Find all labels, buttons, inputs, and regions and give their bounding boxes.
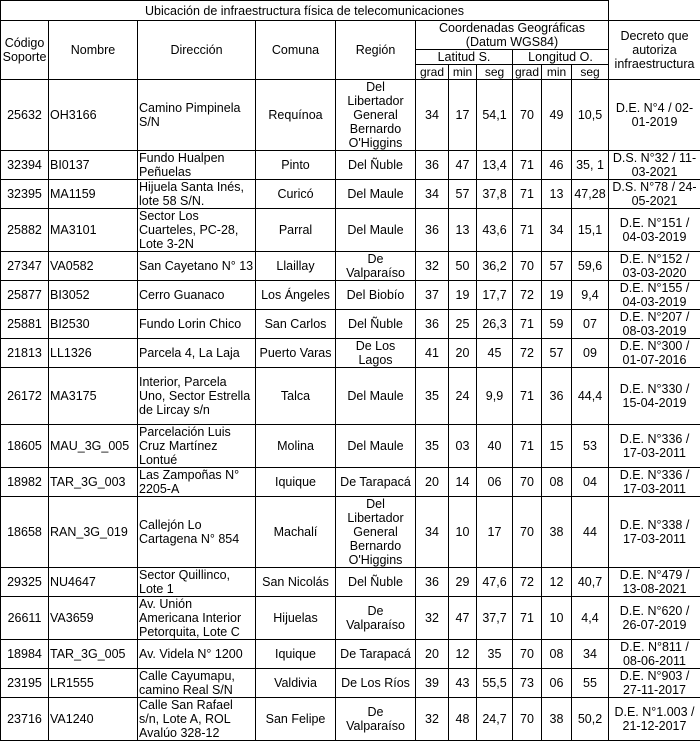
cell-lat-seg: 17 [477, 497, 513, 568]
cell-lat-grad: 32 [416, 252, 449, 281]
cell-comuna: Parral [256, 209, 336, 252]
cell-nombre: MA3175 [49, 368, 138, 425]
cell-direccion: San Cayetano N° 13 [138, 252, 256, 281]
cell-comuna: San Nicolás [256, 568, 336, 597]
table-title: Ubicación de infraestructura física de telecomunicaciones [1, 1, 609, 21]
cell-decreto: D.S. N°32 / 11-03-2021 [609, 151, 700, 180]
cell-lon-seg: 44,4 [572, 368, 609, 425]
cell-lat-min: 25 [449, 310, 477, 339]
cell-region: De Tarapacá [336, 640, 416, 669]
cell-lon-min: 15 [542, 425, 572, 468]
cell-decreto: D.E. N°336 / 17-03-2011 [609, 468, 700, 497]
table-row [1, 339, 700, 368]
header-lat-seg: seg [477, 65, 513, 80]
cell-lat-seg: 26,3 [477, 310, 513, 339]
cell-direccion: Callejón Lo Cartagena N° 854 [138, 497, 256, 568]
cell-comuna: Molina [256, 425, 336, 468]
table-header [1, 1, 700, 80]
table-row [1, 568, 700, 597]
cell-direccion: Parcela 4, La Laja [138, 339, 256, 368]
cell-direccion: Calle Cayumapu, camino Real S/N [138, 669, 256, 698]
cell-lat-seg: 9,9 [477, 368, 513, 425]
table-row [1, 497, 700, 568]
cell-lat-grad: 20 [416, 640, 449, 669]
cell-nombre: LR1555 [49, 669, 138, 698]
cell-lon-min: 38 [542, 497, 572, 568]
cell-lat-seg: 55,5 [477, 669, 513, 698]
cell-lat-min: 14 [449, 468, 477, 497]
header-lat-grad: grad [416, 65, 449, 80]
cell-region: Del Maule [336, 180, 416, 209]
cell-direccion: Hijuela Santa Inés, lote 58 S/N. [138, 180, 256, 209]
cell-nombre: VA3659 [49, 597, 138, 640]
cell-codigo: 32394 [1, 151, 49, 180]
cell-codigo: 18605 [1, 425, 49, 468]
header-direccion: Dirección [138, 21, 256, 80]
cell-region: Del Maule [336, 425, 416, 468]
table-row [1, 425, 700, 468]
header-longitud: Longitud O. [513, 50, 609, 65]
cell-lat-seg: 40 [477, 425, 513, 468]
cell-lat-grad: 34 [416, 180, 449, 209]
cell-lat-grad: 20 [416, 468, 449, 497]
cell-lon-grad: 72 [513, 281, 542, 310]
cell-comuna: Curicó [256, 180, 336, 209]
cell-lon-min: 57 [542, 339, 572, 368]
cell-lat-grad: 35 [416, 425, 449, 468]
cell-nombre: TAR_3G_005 [49, 640, 138, 669]
cell-lon-seg: 9,4 [572, 281, 609, 310]
cell-comuna: Hijuelas [256, 597, 336, 640]
cell-lon-seg: 35, 1 [572, 151, 609, 180]
cell-codigo: 25877 [1, 281, 49, 310]
cell-lat-min: 24 [449, 368, 477, 425]
cell-lon-seg: 34 [572, 640, 609, 669]
cell-codigo: 21813 [1, 339, 49, 368]
header-lon-grad: grad [513, 65, 542, 80]
table-row [1, 310, 700, 339]
cell-lon-min: 06 [542, 669, 572, 698]
cell-codigo: 26611 [1, 597, 49, 640]
cell-lon-grad: 70 [513, 640, 542, 669]
header-lat-min: min [449, 65, 477, 80]
cell-nombre: VA0582 [49, 252, 138, 281]
cell-lat-grad: 32 [416, 698, 449, 741]
cell-comuna: Los Ángeles [256, 281, 336, 310]
cell-lon-seg: 40,7 [572, 568, 609, 597]
cell-direccion: Sector Los Cuarteles, PC-28, Lote 3-2N [138, 209, 256, 252]
cell-lon-min: 38 [542, 698, 572, 741]
cell-nombre: BI3052 [49, 281, 138, 310]
cell-lon-min: 12 [542, 568, 572, 597]
cell-region: De Los Ríos [336, 669, 416, 698]
cell-comuna: Iquique [256, 640, 336, 669]
cell-nombre: LL1326 [49, 339, 138, 368]
cell-nombre: OH3166 [49, 80, 138, 151]
table-row [1, 209, 700, 252]
cell-codigo: 18984 [1, 640, 49, 669]
cell-lat-seg: 54,1 [477, 80, 513, 151]
cell-comuna: Valdivia [256, 669, 336, 698]
cell-lon-grad: 70 [513, 80, 542, 151]
table-row [1, 180, 700, 209]
cell-region: Del Maule [336, 209, 416, 252]
cell-decreto: D.E. N°300 / 01-07-2016 [609, 339, 700, 368]
table-row [1, 669, 700, 698]
cell-lat-min: 10 [449, 497, 477, 568]
cell-lon-min: 19 [542, 281, 572, 310]
cell-lon-min: 08 [542, 468, 572, 497]
cell-region: De Tarapacá [336, 468, 416, 497]
cell-decreto: D.E. N°4 / 02-01-2019 [609, 80, 700, 151]
cell-codigo: 23195 [1, 669, 49, 698]
cell-lon-seg: 10,5 [572, 80, 609, 151]
cell-nombre: MA3101 [49, 209, 138, 252]
cell-lon-min: 59 [542, 310, 572, 339]
cell-nombre: MA1159 [49, 180, 138, 209]
cell-lat-seg: 37,7 [477, 597, 513, 640]
cell-lat-grad: 36 [416, 310, 449, 339]
cell-lon-grad: 70 [513, 252, 542, 281]
table-row [1, 281, 700, 310]
header-lon-min: min [542, 65, 572, 80]
cell-direccion: Las Zampoñas N° 2205-A [138, 468, 256, 497]
cell-lat-grad: 34 [416, 497, 449, 568]
cell-comuna: Iquique [256, 468, 336, 497]
cell-lat-min: 43 [449, 669, 477, 698]
cell-decreto: D.E. N°336 / 17-03-2011 [609, 425, 700, 468]
cell-lon-seg: 09 [572, 339, 609, 368]
cell-lon-grad: 70 [513, 698, 542, 741]
cell-codigo: 25882 [1, 209, 49, 252]
cell-lat-min: 19 [449, 281, 477, 310]
cell-lat-grad: 39 [416, 669, 449, 698]
cell-comuna: Pinto [256, 151, 336, 180]
cell-direccion: Sector Quillinco, Lote 1 [138, 568, 256, 597]
cell-lon-seg: 55 [572, 669, 609, 698]
header-nombre: Nombre [49, 21, 138, 80]
cell-nombre: BI0137 [49, 151, 138, 180]
table-row [1, 597, 700, 640]
table-row [1, 698, 700, 741]
cell-lon-min: 13 [542, 180, 572, 209]
cell-lon-seg: 4,4 [572, 597, 609, 640]
cell-lon-min: 10 [542, 597, 572, 640]
cell-lat-grad: 32 [416, 597, 449, 640]
cell-region: De Valparaíso [336, 252, 416, 281]
header-latitud: Latitud S. [416, 50, 513, 65]
cell-codigo: 18658 [1, 497, 49, 568]
cell-lon-grad: 71 [513, 597, 542, 640]
cell-nombre: RAN_3G_019 [49, 497, 138, 568]
cell-lat-min: 17 [449, 80, 477, 151]
cell-nombre: NU4647 [49, 568, 138, 597]
cell-codigo: 25881 [1, 310, 49, 339]
table-row [1, 151, 700, 180]
cell-lat-min: 12 [449, 640, 477, 669]
cell-lat-min: 20 [449, 339, 477, 368]
cell-lat-grad: 36 [416, 209, 449, 252]
cell-direccion: Interior, Parcela Uno, Sector Estrella de Lircay s/n [138, 368, 256, 425]
cell-decreto: D.E. N°330 / 15-04-2019 [609, 368, 700, 425]
header-comuna: Comuna [256, 21, 336, 80]
header-lon-seg: seg [572, 65, 609, 80]
cell-nombre: VA1240 [49, 698, 138, 741]
cell-lat-min: 48 [449, 698, 477, 741]
cell-codigo: 26172 [1, 368, 49, 425]
cell-decreto: D.E. N°903 / 27-11-2017 [609, 669, 700, 698]
cell-direccion: Av. Unión Americana Interior Petorquita, Lote C [138, 597, 256, 640]
cell-lat-seg: 24,7 [477, 698, 513, 741]
cell-lat-min: 57 [449, 180, 477, 209]
cell-codigo: 25632 [1, 80, 49, 151]
cell-codigo: 23716 [1, 698, 49, 741]
cell-lon-grad: 72 [513, 568, 542, 597]
cell-comuna: Puerto Varas [256, 339, 336, 368]
cell-direccion: Camino Pimpinela S/N [138, 80, 256, 151]
cell-decreto: D.E. N°811 / 08-06-2011 [609, 640, 700, 669]
cell-region: Del Libertador General Bernardo O'Higgins [336, 80, 416, 151]
cell-lon-seg: 07 [572, 310, 609, 339]
table-row [1, 368, 700, 425]
cell-lat-seg: 35 [477, 640, 513, 669]
cell-decreto: D.E. N°1.003 / 21-12-2017 [609, 698, 700, 741]
cell-region: Del Libertador General Bernardo O'Higgins [336, 497, 416, 568]
cell-lon-min: 34 [542, 209, 572, 252]
cell-codigo: 27347 [1, 252, 49, 281]
cell-comuna: Requínoa [256, 80, 336, 151]
cell-decreto: D.S. N°78 / 24-05-2021 [609, 180, 700, 209]
table-body [1, 80, 700, 741]
cell-lat-seg: 37,8 [477, 180, 513, 209]
cell-lon-grad: 71 [513, 180, 542, 209]
cell-lon-grad: 73 [513, 669, 542, 698]
header-codigo: Código Soporte [1, 21, 49, 80]
cell-lon-min: 57 [542, 252, 572, 281]
cell-lon-grad: 70 [513, 468, 542, 497]
cell-lat-min: 47 [449, 597, 477, 640]
cell-direccion: Av. Videla N° 1200 [138, 640, 256, 669]
cell-lon-min: 49 [542, 80, 572, 151]
cell-decreto: D.E. N°152 / 03-03-2020 [609, 252, 700, 281]
cell-lon-grad: 71 [513, 209, 542, 252]
cell-lat-grad: 36 [416, 568, 449, 597]
cell-codigo: 29325 [1, 568, 49, 597]
cell-decreto: D.E. N°207 / 08-03-2019 [609, 310, 700, 339]
cell-comuna: Talca [256, 368, 336, 425]
cell-lon-seg: 44 [572, 497, 609, 568]
table-row [1, 252, 700, 281]
cell-lon-grad: 70 [513, 497, 542, 568]
cell-lat-seg: 45 [477, 339, 513, 368]
cell-lon-grad: 71 [513, 151, 542, 180]
header-coordenadas: Coordenadas Geográficas (Datum WGS84) [416, 21, 609, 50]
cell-direccion: Calle San Rafael s/n, Lote A, ROL Avalúo 328-12 [138, 698, 256, 741]
cell-region: Del Ñuble [336, 568, 416, 597]
cell-lat-grad: 41 [416, 339, 449, 368]
cell-lon-seg: 47,28 [572, 180, 609, 209]
cell-decreto: D.E. N°479 / 13-08-2021 [609, 568, 700, 597]
cell-codigo: 18982 [1, 468, 49, 497]
cell-region: Del Maule [336, 368, 416, 425]
cell-lon-seg: 04 [572, 468, 609, 497]
cell-lon-min: 36 [542, 368, 572, 425]
cell-region: De Los Lagos [336, 339, 416, 368]
cell-comuna: San Carlos [256, 310, 336, 339]
header-blank-cell [609, 1, 700, 21]
cell-direccion: Cerro Guanaco [138, 281, 256, 310]
cell-decreto: D.E. N°338 / 17-03-2011 [609, 497, 700, 568]
cell-region: Del Ñuble [336, 310, 416, 339]
cell-lat-seg: 17,7 [477, 281, 513, 310]
cell-lat-min: 13 [449, 209, 477, 252]
cell-comuna: Llaillay [256, 252, 336, 281]
cell-comuna: San Felipe [256, 698, 336, 741]
cell-lat-seg: 13,4 [477, 151, 513, 180]
cell-lon-grad: 71 [513, 310, 542, 339]
cell-nombre: BI2530 [49, 310, 138, 339]
cell-lat-min: 47 [449, 151, 477, 180]
cell-lat-seg: 43,6 [477, 209, 513, 252]
cell-lon-seg: 59,6 [572, 252, 609, 281]
cell-region: De Valparaíso [336, 698, 416, 741]
cell-lon-grad: 71 [513, 425, 542, 468]
cell-lon-grad: 71 [513, 368, 542, 425]
table-row [1, 640, 700, 669]
cell-lat-seg: 36,2 [477, 252, 513, 281]
cell-lat-min: 03 [449, 425, 477, 468]
cell-lon-min: 46 [542, 151, 572, 180]
cell-lat-seg: 06 [477, 468, 513, 497]
cell-lat-grad: 36 [416, 151, 449, 180]
cell-region: De Valparaíso [336, 597, 416, 640]
cell-codigo: 32395 [1, 180, 49, 209]
cell-lat-grad: 37 [416, 281, 449, 310]
cell-lon-seg: 53 [572, 425, 609, 468]
table-row [1, 80, 700, 151]
cell-decreto: D.E. N°155 / 04-03-2019 [609, 281, 700, 310]
cell-nombre: MAU_3G_005 [49, 425, 138, 468]
cell-lat-grad: 35 [416, 368, 449, 425]
cell-direccion: Parcelación Luis Cruz Martínez Lontué [138, 425, 256, 468]
cell-lon-min: 08 [542, 640, 572, 669]
cell-lat-min: 29 [449, 568, 477, 597]
header-region: Región [336, 21, 416, 80]
cell-direccion: Fundo Lorin Chico [138, 310, 256, 339]
cell-direccion: Fundo Hualpen Peñuelas [138, 151, 256, 180]
cell-decreto: D.E. N°151 / 04-03-2019 [609, 209, 700, 252]
cell-nombre: TAR_3G_003 [49, 468, 138, 497]
cell-lat-grad: 34 [416, 80, 449, 151]
cell-decreto: D.E. N°620 / 26-07-2019 [609, 597, 700, 640]
cell-region: Del Ñuble [336, 151, 416, 180]
cell-comuna: Machalí [256, 497, 336, 568]
cell-lon-grad: 72 [513, 339, 542, 368]
header-decreto: Decreto que autoriza infraestructura [609, 21, 700, 80]
cell-lon-seg: 50,2 [572, 698, 609, 741]
cell-region: Del Biobío [336, 281, 416, 310]
cell-lat-min: 50 [449, 252, 477, 281]
cell-lon-seg: 15,1 [572, 209, 609, 252]
cell-lat-seg: 47,6 [477, 568, 513, 597]
table-row [1, 468, 700, 497]
